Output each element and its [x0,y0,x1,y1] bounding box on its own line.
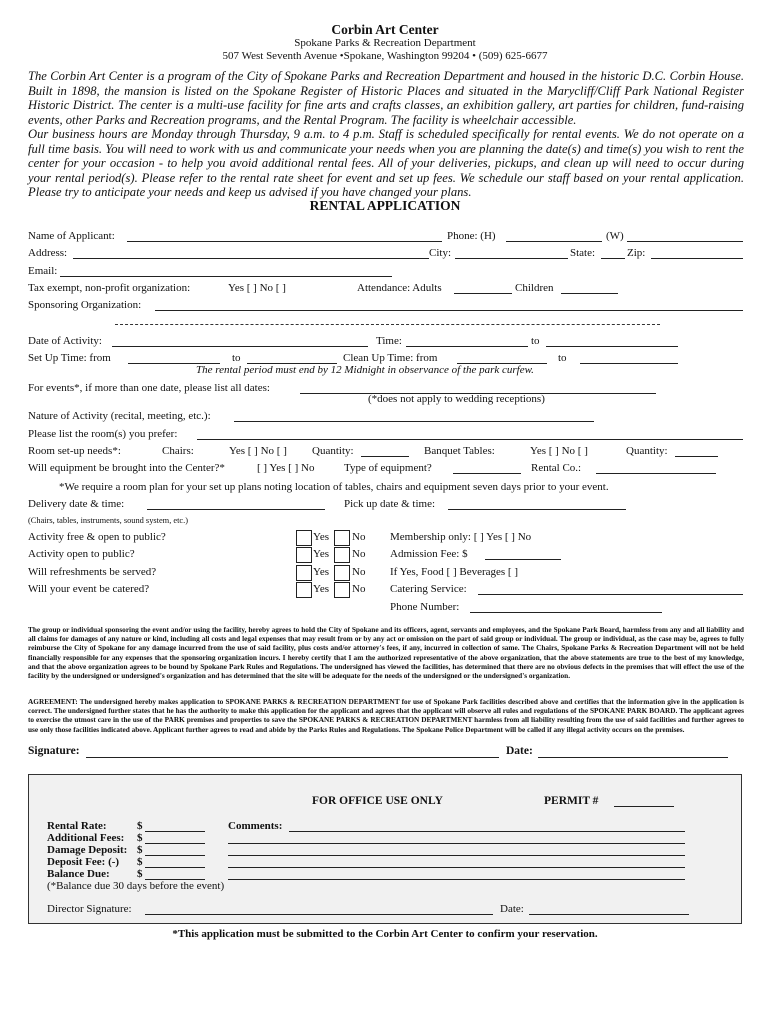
signature-date-label: Date: [506,745,533,757]
free-open-no-label: No [352,531,366,543]
delivery-label: Delivery date & time: [28,498,125,510]
pickup-label: Pick up date & time: [344,498,436,510]
question-refreshments: Will refreshments be served? [28,566,157,578]
tables-quantity-label: Quantity: [626,445,668,457]
catered-no-checkbox[interactable] [334,582,350,598]
chairs-yes-no[interactable]: Yes [ ] No [ ] [229,445,287,457]
time-to-field[interactable] [546,346,678,347]
tables-quantity-field[interactable] [675,456,718,457]
chairs-quantity-label: Quantity: [312,445,354,457]
center-address: 507 West Seventh Avenue •Spokane, Washington 99204 • (509) 625-6677 [222,50,548,62]
phone-home-label: Phone: (H) [447,230,496,242]
free-open-yes-checkbox[interactable] [296,530,312,546]
catering-service-label: Catering Service: [390,583,467,595]
open-public-no-label: No [352,548,366,560]
comments-line-5[interactable] [228,879,685,880]
additional-fees-dollar: $ [137,832,143,844]
nature-label: Nature of Activity (recital, meeting, etc.): [28,410,211,422]
address-field[interactable] [73,258,429,259]
cleanup-time-label: Clean Up Time: from [343,352,438,364]
phone-home-field[interactable] [506,241,602,242]
admission-fee-field[interactable] [485,559,561,560]
deposit-fee-dollar: $ [137,856,143,868]
catered-yes-checkbox[interactable] [296,582,312,598]
open-public-yes-label: Yes [313,548,330,560]
liability-paragraph: The group or individual sponsoring the event and/or using the facility, hereby agrees to hold the City of Spokane and its officers, agent, servants and employees, and the Spokane Park Board, harmless from any and all liability and all claims for damages of any nature or kind, including all costs and legal expenses that may result from or by any act or omission on the part of said group or individual. The group or individual, as the case may be, agrees to fully reimburse the City of Spokane for any damage incurred from the use of said facility, plus costs and/or attorney's fees, if any, incurred in collection of same. The Chairs, Spokane Parks & Recreation Department will not be held financially responsible for any expenses that the sponsoring organization incurs. I hereby certify that I am the authorized representative of the above organization, that the above statements are true to the best of my knowledge, and that the above organization agrees to be bound by Spokane Park Rules and Regulations. The undersigned has viewed the facilities, has determined that there are no obvious defects in the premises that will effect the use of the facility by the undersigned or undersigned's organization and has determined that the site will be adequate for the needs of the undersigned or the undersigned's organization. [28,625,744,681]
free-open-no-checkbox[interactable] [334,530,350,546]
address-label: Address: [28,247,68,259]
intro-paragraph-1: The Corbin Art Center is a program of the City of Spokane Parks and Recreation Department and housed in the historic D.C. Corbin House. Built in 1898, the mansion is listed on the Spokane Register of Historic Places and situated in the Marycliff/Cliff Park National Register Historic District. The center is a multi-use facility for fine arts and crafts classes, an exhibition gallery, art parties for children, fund-raising events, other Parks and Recreation programs, and the Rental Program. The facility is wheelchair accessible. [28,69,744,127]
agreement-paragraph: AGREEMENT: The undersigned hereby makes application to SPOKANE PARKS & RECREATION DEPARTMENT for use of Spokane Park facilities described above and certifies that the information give in the application is correct. The undersigned further states that he has the authority to make this application for the applicant and agrees that the applicant will observe all rules and regulations of the SPOKANE PARK BOARD. The applicant agrees to exercise the utmost care in the use of the PARK premises and properties to save the SPOKANE PARKS & RECREATION DEPARTMENT harmless from all liability resulting from the use of said facilities and further agrees to use only those facilities indicated above. Applicant further agrees to read and abide by the Parks Rules and Regulations. The Spokane Police Department will be called if any illegal activity occurs on the premises. [28,697,744,734]
intro-paragraph-2: Our business hours are Monday through Thursday, 9 a.m. to 4 p.m. Staff is scheduled specifically for rental events. We do not operate on a full time basis. You will need to work with us and communicate your needs when you are planning the date(s) and time(s) you wish to rent the center for your occasion - to help you avoid additional rental fees. All of your deliveries, pickups, and clean up will need to occur during your rental period(s). Please refer to the rental rate sheet for event and set up fees. We schedule our staff based on your rental application. Please try to anticipate your needs and keep us advised if you have changed your plans. [28,127,744,200]
membership-only[interactable]: Membership only: [ ] Yes [ ] No [390,531,532,543]
open-public-no-checkbox[interactable] [334,547,350,563]
permit-field[interactable] [614,806,674,807]
balance-note: (*Balance due 30 days before the event) [47,880,225,892]
zip-field[interactable] [651,258,743,259]
permit-label: PERMIT # [544,795,599,807]
chairs-label: Chairs: [162,445,194,457]
zip-label: Zip: [627,247,646,259]
refreshments-no-label: No [352,566,366,578]
center-title: Corbin Art Center [331,22,439,37]
question-open-public: Activity open to public? [28,548,135,560]
rooms-field[interactable] [197,439,743,440]
refreshments-yes-label: Yes [313,566,330,578]
curfew-note: The rental period must end by 12 Midnight in observance of the park curfew. [196,364,534,376]
catering-service-field[interactable] [478,594,743,595]
chairs-quantity-field[interactable] [361,456,409,457]
equipment-type-field[interactable] [453,473,521,474]
office-use-title: FOR OFFICE USE ONLY [312,795,443,807]
event-dates-label: For events*, if more than one date, please list all dates: [28,382,270,394]
tax-exempt-label: Tax exempt, non-profit organization: [28,282,191,294]
banquet-tables-label: Banquet Tables: [424,445,495,457]
equipment-type-label: Type of equipment? [344,462,432,474]
additional-fees-field[interactable] [145,843,205,844]
cleanup-to-field[interactable] [580,363,678,364]
setup-to-label: to [232,352,241,364]
office-date-label: Date: [500,903,524,915]
catered-yes-label: Yes [313,583,330,595]
comments-line-3[interactable] [228,855,685,856]
tables-yes-no[interactable]: Yes [ ] No [ ] [530,445,588,457]
submission-note: *This application must be submitted to the Corbin Art Center to confirm your reservation. [172,928,598,940]
name-label: Name of Applicant: [28,230,115,242]
free-open-yes-label: Yes [313,531,330,543]
director-signature-label: Director Signature: [47,903,132,915]
attendance-children-label: Children [515,282,554,294]
admission-fee-label: Admission Fee: $ [390,548,468,560]
attendance-adults-label: Attendance: Adults [357,282,442,294]
rental-rate-label: Rental Rate: [47,820,107,832]
open-public-yes-checkbox[interactable] [296,547,312,563]
question-free-open: Activity free & open to public? [28,531,166,543]
office-use-box [28,774,742,924]
city-field[interactable] [455,258,568,259]
catering-phone-field[interactable] [470,612,662,613]
rental-co-label: Rental Co.: [531,462,582,474]
sponsoring-field[interactable] [155,310,743,311]
catering-phone-label: Phone Number: [390,601,460,613]
question-catered: Will your event be catered? [28,583,150,595]
section-divider [115,324,660,325]
rental-rate-field[interactable] [145,831,205,832]
state-label: State: [570,247,596,259]
signature-date-field[interactable] [538,757,728,758]
director-signature-field[interactable] [145,914,493,915]
state-field[interactable] [601,258,625,259]
rooms-label: Please list the room(s) you prefer: [28,428,178,440]
date-activity-field[interactable] [112,346,368,347]
nature-field[interactable] [234,421,594,422]
cleanup-to-label: to [558,352,567,364]
equipment-label: Will equipment be brought into the Center?* [28,462,225,474]
deposit-fee-field[interactable] [145,867,205,868]
setup-time-label: Set Up Time: from [28,352,111,364]
date-activity-label: Date of Activity: [28,335,102,347]
office-date-field[interactable] [529,914,689,915]
refreshments-no-checkbox[interactable] [334,565,350,581]
email-field[interactable] [60,276,392,277]
delivery-field[interactable] [147,509,325,510]
balance-due-label: Balance Due: [47,868,110,880]
time-from-field[interactable] [406,346,528,347]
comments-line-1[interactable] [289,831,685,832]
wedding-note: (*does not apply to wedding receptions) [368,393,545,405]
department-name: Spokane Parks & Recreation Department [294,37,476,49]
damage-deposit-label: Damage Deposit: [47,844,128,856]
room-setup-label: Room set-up needs*: [28,445,121,457]
balance-due-dollar: $ [137,868,143,880]
attendance-children-field[interactable] [561,293,618,294]
tax-exempt-yes-no[interactable]: Yes [ ] No [ ] [228,282,286,294]
catered-no-label: No [352,583,366,595]
comments-line-4[interactable] [228,867,685,868]
signature-label: Signature: [28,745,80,757]
room-plan-note: *We require a room plan for your set up plans noting location of tables, chairs and equipment seven days prior to your event. [59,481,609,493]
attendance-adults-field[interactable] [454,293,512,294]
sponsoring-label: Sponsoring Organization: [28,299,142,311]
email-label: Email: [28,265,58,277]
additional-fees-label: Additional Fees: [47,832,125,844]
equipment-yes-no[interactable]: [ ] Yes [ ] No [257,462,315,474]
signature-field[interactable] [86,757,499,758]
food-beverages-options[interactable]: If Yes, Food [ ] Beverages [ ] [390,566,519,578]
delivery-note: (Chairs, tables, instruments, sound system, etc.) [28,516,189,525]
form-title: RENTAL APPLICATION [309,198,461,213]
damage-deposit-dollar: $ [137,844,143,856]
damage-deposit-field[interactable] [145,855,205,856]
comments-line-2[interactable] [228,843,685,844]
phone-work-label: (W) [606,230,624,242]
rental-rate-dollar: $ [137,820,143,832]
phone-work-field[interactable] [627,241,743,242]
time-label: Time: [376,335,402,347]
comments-label: Comments: [228,820,283,832]
rental-co-field[interactable] [596,473,716,474]
time-to-label: to [531,335,540,347]
refreshments-yes-checkbox[interactable] [296,565,312,581]
city-label: City: [429,247,452,259]
deposit-fee-label: Deposit Fee: (-) [47,856,120,868]
name-field[interactable] [127,241,442,242]
pickup-field[interactable] [448,509,626,510]
